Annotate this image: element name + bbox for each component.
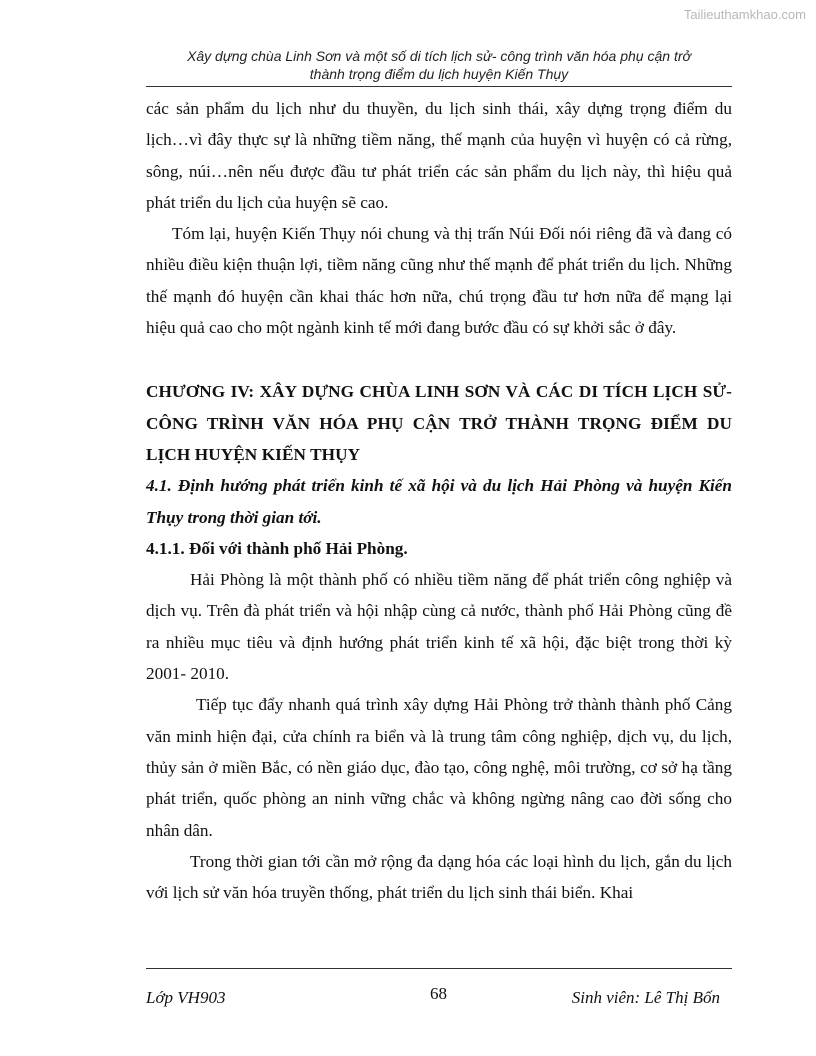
section-heading-4-1: 4.1. Định hướng phát triển kinh tế xã hội và du lịch Hải Phòng và huyện Kiến Thụy trong thời gian tới.	[146, 476, 732, 527]
running-header	[146, 47, 732, 83]
paragraph-hai-phong-potential: Hải Phòng là một thành phố có nhiều tiềm năng để phát triển công nghiệp và dịch vụ. Trên đà phát triển và hội nhập cùng cả nước, thành phố Hải Phòng cũng đề ra nhiều mục tiêu và định hướng phát triển kinh tế xã hội, đặc biệt trong thời kỳ 2001- 2010.	[146, 570, 732, 684]
watermark: Tailieuthamkhao.com	[683, 7, 806, 22]
paragraph-summary: Tóm lại, huyện Kiến Thụy nói chung và thị trấn Núi Đối nói riêng đã và đang có nhiều điều kiện thuận lợi, tiềm năng cũng như thế mạnh để phát triển du lịch. Những thế mạnh đó huyện cần khai thác hơn nữa, chú trọng đầu tư hơn nữa để mạng lại hiệu quả cao cho một ngành kinh tế mới đang bước đầu có sự khởi sắc ở đây.	[146, 224, 732, 338]
page-footer	[146, 984, 732, 1010]
header-line-1: Xây dựng chùa Linh Sơn và một số di tích lịch sử- công trình văn hóa phụ cận trở	[187, 48, 691, 64]
footer-divider	[146, 968, 732, 969]
subsection-heading-4-1-1: 4.1.1. Đối với thành phố Hải Phòng.	[146, 538, 408, 558]
paragraph-continued: các sản phẩm du lịch như du thuyền, du lịch sinh thái, xây dựng trọng điểm du lịch…vì đây thực sự là những tiềm năng, thế mạnh của huyện vì huyện có cả rừng, sông, núi…nên nếu được đầu tư phát triển các sản phẩm du lịch này, thì hiệu quả phát triển du lịch của huyện sẽ cao.	[146, 99, 732, 212]
footer-class-label: Lớp VH903	[146, 988, 226, 1007]
paragraph-tourism-diversification: Trong thời gian tới cần mở rộng đa dạng hóa các loại hình du lịch, gắn du lịch với lịch sử văn hóa truyền thống, phát triển du lịch sinh thái biển. Khai	[146, 851, 732, 903]
page-body	[146, 93, 732, 908]
header-divider	[146, 86, 732, 87]
chapter-title: CHƯƠNG IV: XÂY DỰNG CHÙA LINH SƠN VÀ CÁC DI TÍCH LỊCH SỬ- CÔNG TRÌNH VĂN HÓA PHỤ CẬN TRỞ THÀNH TRỌNG ĐIỂM DU LỊCH HUYỆN KIẾN THỤY	[146, 382, 732, 464]
paragraph-hai-phong-goals: Tiếp tục đẩy nhanh quá trình xây dựng Hải Phòng trở thành thành phố Cảng văn minh hiện đại, cửa chính ra biển và là trung tâm công nghiệp, dịch vụ, du lịch, thủy sản ở miền Bắc, có nền giáo dục, đào tạo, công nghệ, môi trường, cơ sở hạ tầng phát triển, quốc phòng an ninh vững chắc và không ngừng nâng cao đời sống cho nhân dân.	[146, 695, 732, 840]
footer-student-name: Sinh viên: Lê Thị Bốn	[571, 988, 720, 1007]
page-number: 68	[430, 984, 447, 1003]
header-line-2: thành trọng điểm du lịch huyện Kiến Thụy	[309, 66, 569, 82]
